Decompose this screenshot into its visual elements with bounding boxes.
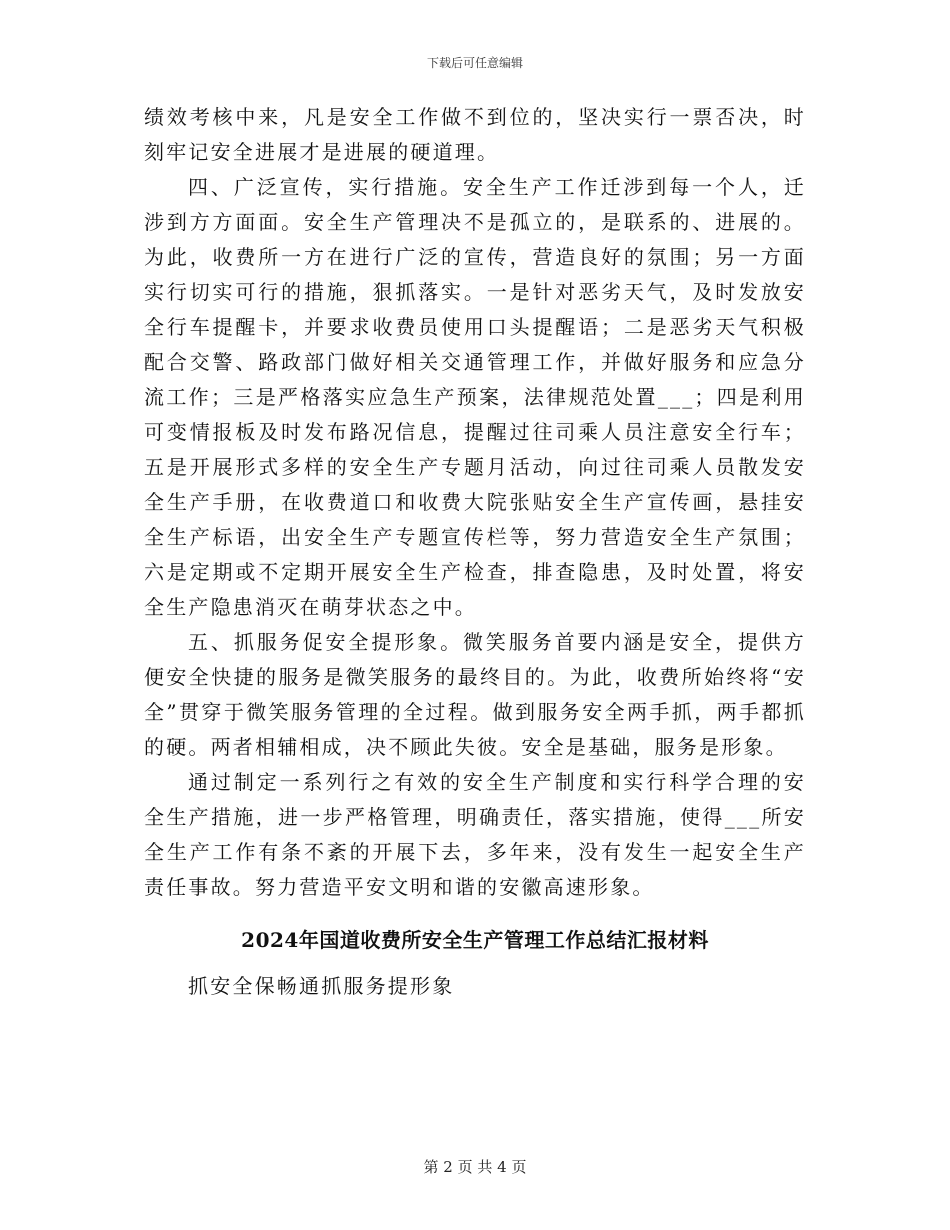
document-subtitle: 抓安全保畅通抓服务提形象 [188, 974, 455, 998]
page-header-note: 下载后可任意编辑 [426, 56, 523, 70]
paragraph-section-four: 四、广泛宣传，实行措施。安全生产工作迁涉到每一个人，迁涉到方方面面。安全生产管理决不是孤立的，是联系的、进展的。为此，收费所一方在进行广泛的宣传，营造良好的氛围；另一方面实行切实可行的措施，狠抓落实。一是针对恶劣天气，及时发放安全行车提醒卡，并要求收费员使用口头提醒语；二是恶劣天气积极配合交警、路政部门做好相关交通管理工作，并做好服务和应急分流工作；三是严格落实应急生产预案，法律规范处置___；四是利用可变情报板及时发布路况信息，提醒过往司乘人员注意安全行车；五是开展形式多样的安全生产专题月活动，向过往司乘人员散发安全生产手册，在收费道口和收费大院张贴安全生产宣传画，悬挂安全生产标语，出安全生产专题宣传栏等，努力营造安全生产氛围；六是定期或不定期开展安全生产检查，排查隐患，及时处置，将安全生产隐患消灭在萌芽状态之中。 [144, 175, 806, 619]
paragraph-conclusion: 通过制定一系列行之有效的安全生产制度和实行科学合理的安全生产措施，进一步严格管理，明确责任，落实措施，使得___所安全生产工作有条不紊的开展下去，多年来，没有发生一起安全生产责任事故。努力营造平安文明和谐的安徽高速形象。 [144, 770, 806, 899]
paragraph-continuation: 绩效考核中来，凡是安全工作做不到位的，坚决实行一票否决，时刻牢记安全进展才是进展的硬道理。 [144, 105, 806, 164]
document-title: 2024年国道收费所安全生产管理工作总结汇报材料 [241, 928, 709, 952]
paragraph-section-five: 五、抓服务促安全提形象。微笑服务首要内涵是安全，提供方便安全快捷的服务是微笑服务的最终目的。为此，收费所始终将“安全”贯穿于微笑服务管理的全过程。做到服务安全两手抓，两手都抓的硬。两者相辅相成，决不顾此失彼。安全是基础，服务是形象。 [144, 630, 806, 759]
page-footer-number: 第 2 页 共 4 页 [423, 1158, 527, 1176]
document-body [144, 100, 806, 1004]
